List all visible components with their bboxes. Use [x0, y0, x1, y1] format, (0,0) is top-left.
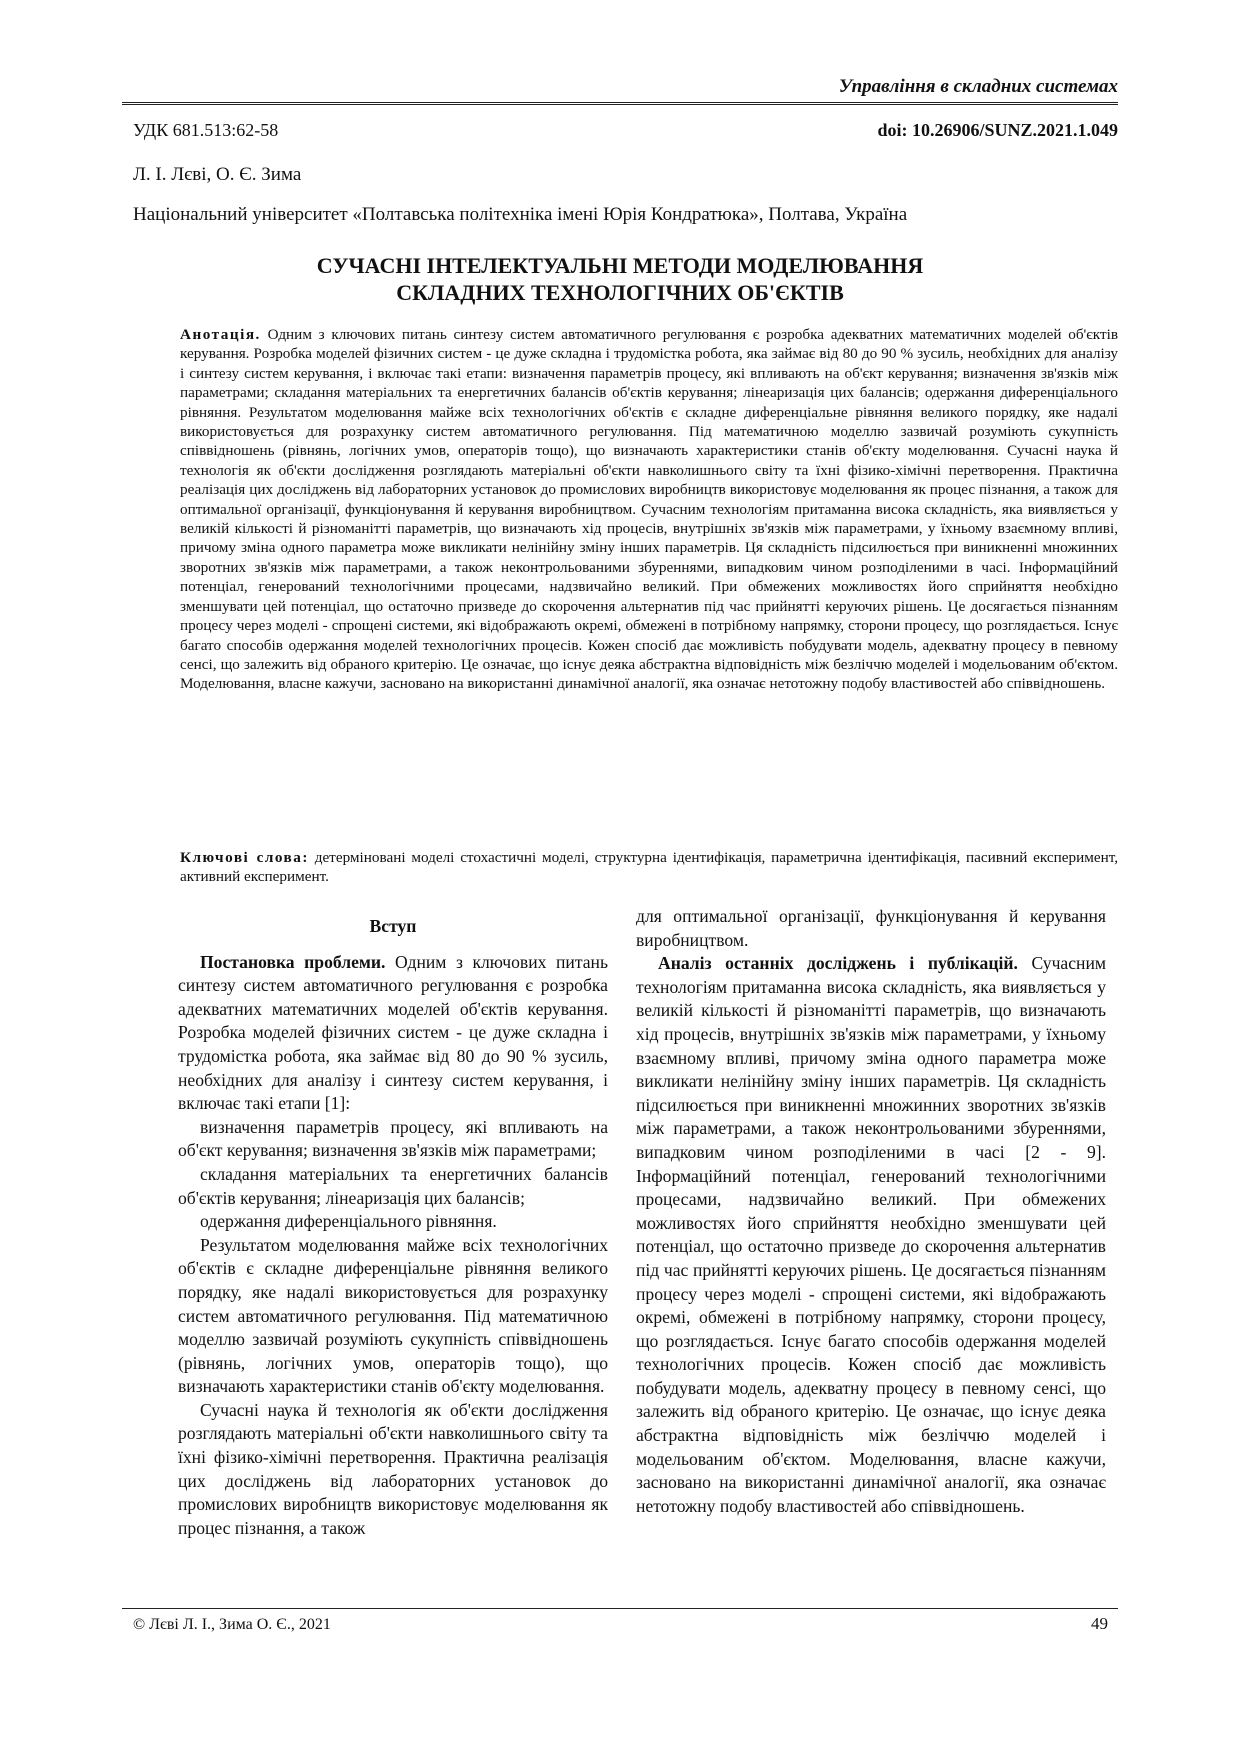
copyright: © Лєві Л. І., Зима О. Є., 2021: [133, 1616, 331, 1633]
abstract: [180, 325, 1118, 694]
paragraph-label: Аналіз останніх досліджень і публікацій.: [658, 953, 1018, 974]
running-title: Управління в складних системах: [838, 76, 1118, 97]
affiliation: Національний університет «Полтавська політехніка імені Юрія Кондратюка», Полтава, Україна: [133, 204, 908, 225]
authors: Л. І. Лєві, О. Є. Зима: [133, 164, 302, 185]
udk-code: УДК 681.513:62-58: [133, 120, 279, 140]
keywords-text: детерміновані моделі стохастичні моделі, структурна ідентифікація, параметрична ідентифікація, пасивний експеримент, активний експеримент.: [180, 849, 1119, 886]
paragraph: [178, 951, 608, 1116]
paragraph: Сучасні наука й технологія як об'єкти дослідження розглядають матеріальні об'єкти навколишнього світу та їхні фізико-хімічні перетворення. Практична реалізація цих досліджень від лабораторних установок до промислових виробництв використовує моделювання як процес пізнання, а також: [178, 1399, 608, 1538]
page-number: 49: [1091, 1614, 1108, 1633]
abstract-label: Анотація.: [180, 326, 261, 343]
list-item: складання матеріальних та енергетичних балансів об'єктів керування; лінеаризація цих балансів;: [178, 1163, 608, 1208]
section-heading-intro: Вступ: [369, 916, 417, 936]
paragraph-text: Одним з ключових питань синтезу систем автоматичного регулювання є розробка адекватних математичних моделей об'єктів керування. Розробка моделей фізичних систем - це дуже складна і трудомістка робота, яка займає від 80 до 90 % зусиль, необхідних для аналізу і синтезу систем керування, і включає такі етапи [1]:: [178, 951, 608, 1114]
paragraph-text: Сучасним технологіям притаманна висока складність, яка виявляється у великій кількості й різноманітті параметрів, що визначають хід процесів, внутрішніх зв'язків між параметрами, у їхньому взаємному впливі, причому зміна одного параметра може викликати нелінійну зміну інших параметрів. Ця складність підсилюється при виникненні множинних зворотних зв'язків між параметрами, а також неконтрольованими збуреннями, випадковим чином розподіленими в часі [2 - 9]. Інформаційний потенціал, генерований технологічними процесами, надзвичайно великий. При обмежених можливостях його сприйняття необхідно зменшувати цей потенціал, що остаточно призведе до скорочення альтернатив під час прийнятті керуючих рішень. Це досягається пізнанням процесу через моделі - спрощені системи, які відображають окремі, обмежені в потрібному напрямку, сторони процесу, що розглядається. Існує багато способів одержання моделей технологічних процесів. Кожен спосіб дає можливість побудувати модель, адекватну процесу в певному сенсі, що залежить від обраного критерію. Це означає, що існує деяка абстрактна відповідність між безліччю моделей і модельованим об'єктом. Моделювання, власне кажучи, засновано на використанні динамічної аналогії, яка означає нетотожну подобу властивостей або співвідношень.: [636, 953, 1107, 1516]
paper-title: [122, 252, 1118, 306]
right-column: [636, 905, 1106, 1518]
keywords: [180, 848, 1118, 887]
paragraph-label: Постановка проблеми.: [200, 951, 386, 972]
list-item: одержання диференціального рівняння.: [200, 1211, 497, 1232]
list-item: визначення параметрів процесу, які впливають на об'єкт керування; визначення зв'язків між параметрами;: [178, 1116, 608, 1161]
keywords-label: Ключові слова:: [180, 849, 309, 866]
header-rule: [122, 102, 1118, 108]
title-line-2: СКЛАДНИХ ТЕХНОЛОГІЧНИХ ОБ'ЄКТІВ: [396, 280, 844, 305]
title-line-1: СУЧАСНІ ІНТЕЛЕКТУАЛЬНІ МЕТОДИ МОДЕЛЮВАННЯ: [316, 253, 924, 278]
paragraph: для оптимальної організації, функціонування й керування виробництвом.: [636, 906, 1106, 950]
left-column: [178, 915, 608, 1540]
abstract-text: Одним з ключових питань синтезу систем автоматичного регулювання є розробка адекватних математичних моделей об'єктів керування. Розробка моделей фізичних систем - це дуже складна і трудомістка робота, яка займає від 80 до 90 % зусиль, необхідних для аналізу і синтезу систем керування, і включає такі етапи: визначення параметрів процесу, які впливають на об'єкт керування; визначення зв'язків між параметрами; складання матеріальних та енергетичних балансів об'єктів керування; лінеаризація цих балансів; одержання диференціального рівняння. Результатом моделювання майже всіх технологічних об'єктів є складне диференціальне рівняння великого порядку, яке надалі використовується для розрахунку систем автоматичного регулювання. Під математичною моделлю зазвичай розуміють сукупність співвідношень (рівнянь, логічних умов, операторів тощо), що визначають характеристики станів об'єкту моделювання. Сучасні наука й технологія як об'єкти дослідження розглядають матеріальні об'єкти навколишнього світу та їхні фізико-хімічні перетворення. Практична реалізація цих досліджень від лабораторних установок до промислових виробництв використовує моделювання як процес пізнання, а також для оптимальної організації, функціонування й керування виробництвом. Сучасним технологіям притаманна висока складність, яка виявляється у великій кількості й різноманітті параметрів, що визначають хід процесів, внутрішніх зв'язків між параметрами, у їхньому взаємному впливі, причому зміна одного параметра може викликати нелінійну зміну інших параметрів. Ця складність підсилюється при виникненні множинних зворотних зв'язків між параметрами, а також неконтрольованими збуреннями, випадковим чином розподіленими в часі. Інформаційний потенціал, генерований технологічними процесами, надзвичайно великий. При обмежених можливостях його сприйняття необхідно зменшувати цей потенціал, що остаточно призведе до скорочення альтернатив під час прийнятті керуючих рішень. Це досягається пізнанням процесу через моделі - спрощені системи, які відображають окремі, обмежені в потрібному напрямку, сторони процесу, що розглядається. Існує багато способів одержання моделей технологічних процесів. Кожен спосіб дає можливість побудувати модель, адекватну процесу в певному сенсі, що залежить від обраного критерію. Це означає, що існує деяка абстрактна відповідність між безліччю моделей і модельованим об'єктом. Моделювання, власне кажучи, засновано на використанні динамічної аналогії, яка означає нетотожну подобу властивостей або співвідношень.: [180, 326, 1119, 693]
doi[interactable]: doi: 10.26906/SUNZ.2021.1.049: [877, 120, 1118, 140]
footer-rule: [122, 1608, 1118, 1609]
paragraph: [636, 952, 1106, 1518]
paragraph: Результатом моделювання майже всіх технологічних об'єктів є складне диференціальне рівняння великого порядку, яке надалі використовується для розрахунку систем автоматичного регулювання. Під математичною моделлю зазвичай розуміють сукупність співвідношень (рівнянь, логічних умов, операторів тощо), що визначають характеристики станів об'єкту моделювання.: [178, 1234, 608, 1397]
